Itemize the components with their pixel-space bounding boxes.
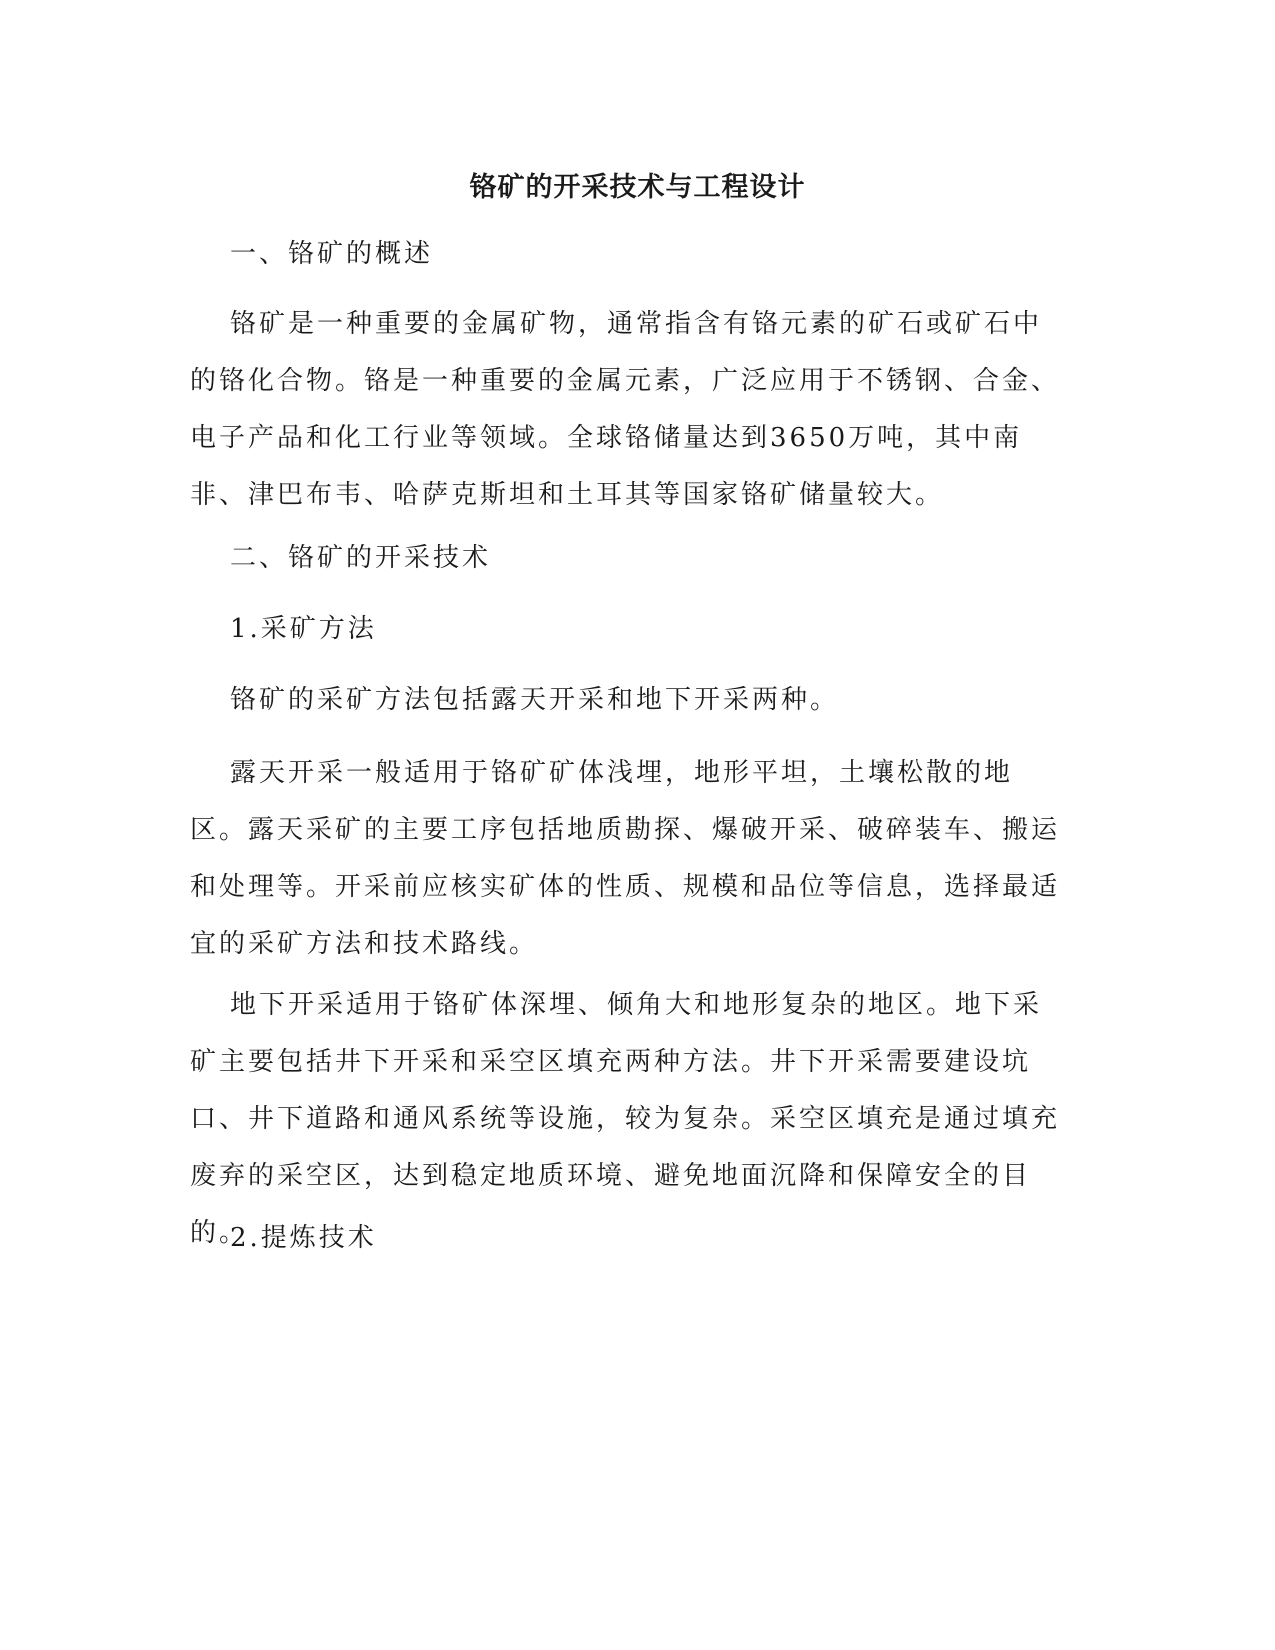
document-title: 铬矿的开采技术与工程设计 xyxy=(469,172,806,203)
subsection-heading-mining-methods: 1.采矿方法 xyxy=(230,614,377,644)
paragraph-open-pit-mining: 露天开采一般适用于铬矿矿体浅埋，地形平坦，土壤松散的地区。露天采矿的主要工序包括地质勘探、爆破开采、破碎装车、搬运和处理等。开采前应核实矿体的性质、规模和品位等信息，选择最适宜的采矿方法和技术路线。 xyxy=(190,758,1061,959)
section-heading-mining-technology: 二、铬矿的开采技术 xyxy=(230,543,492,573)
section-heading-overview: 一、铬矿的概述 xyxy=(230,239,434,269)
paragraph-mining-methods-intro: 铬矿的采矿方法包括露天开采和地下开采两种。 xyxy=(230,685,840,715)
subsection-heading-refining-technology: 2.提炼技术 xyxy=(230,1223,377,1253)
paragraph-overview: 铬矿是一种重要的金属矿物，通常指含有铬元素的矿石或矿石中的铬化合物。铬是一种重要的金属元素，广泛应用于不锈钢、合金、电子产品和化工行业等领域。全球铬储量达到3650万吨，其中南非、津巴布韦、哈萨克斯坦和土耳其等国家铬矿储量较大。 xyxy=(190,309,1061,510)
paragraph-underground-mining: 地下开采适用于铬矿体深埋、倾角大和地形复杂的地区。地下采矿主要包括井下开采和采空区填充两种方法。井下开采需要建设坑口、井下道路和通风系统等设施，较为复杂。采空区填充是通过填充废弃的采空区，达到稳定地质环境、避免地面沉降和保障安全的目的。 xyxy=(190,990,1061,1248)
